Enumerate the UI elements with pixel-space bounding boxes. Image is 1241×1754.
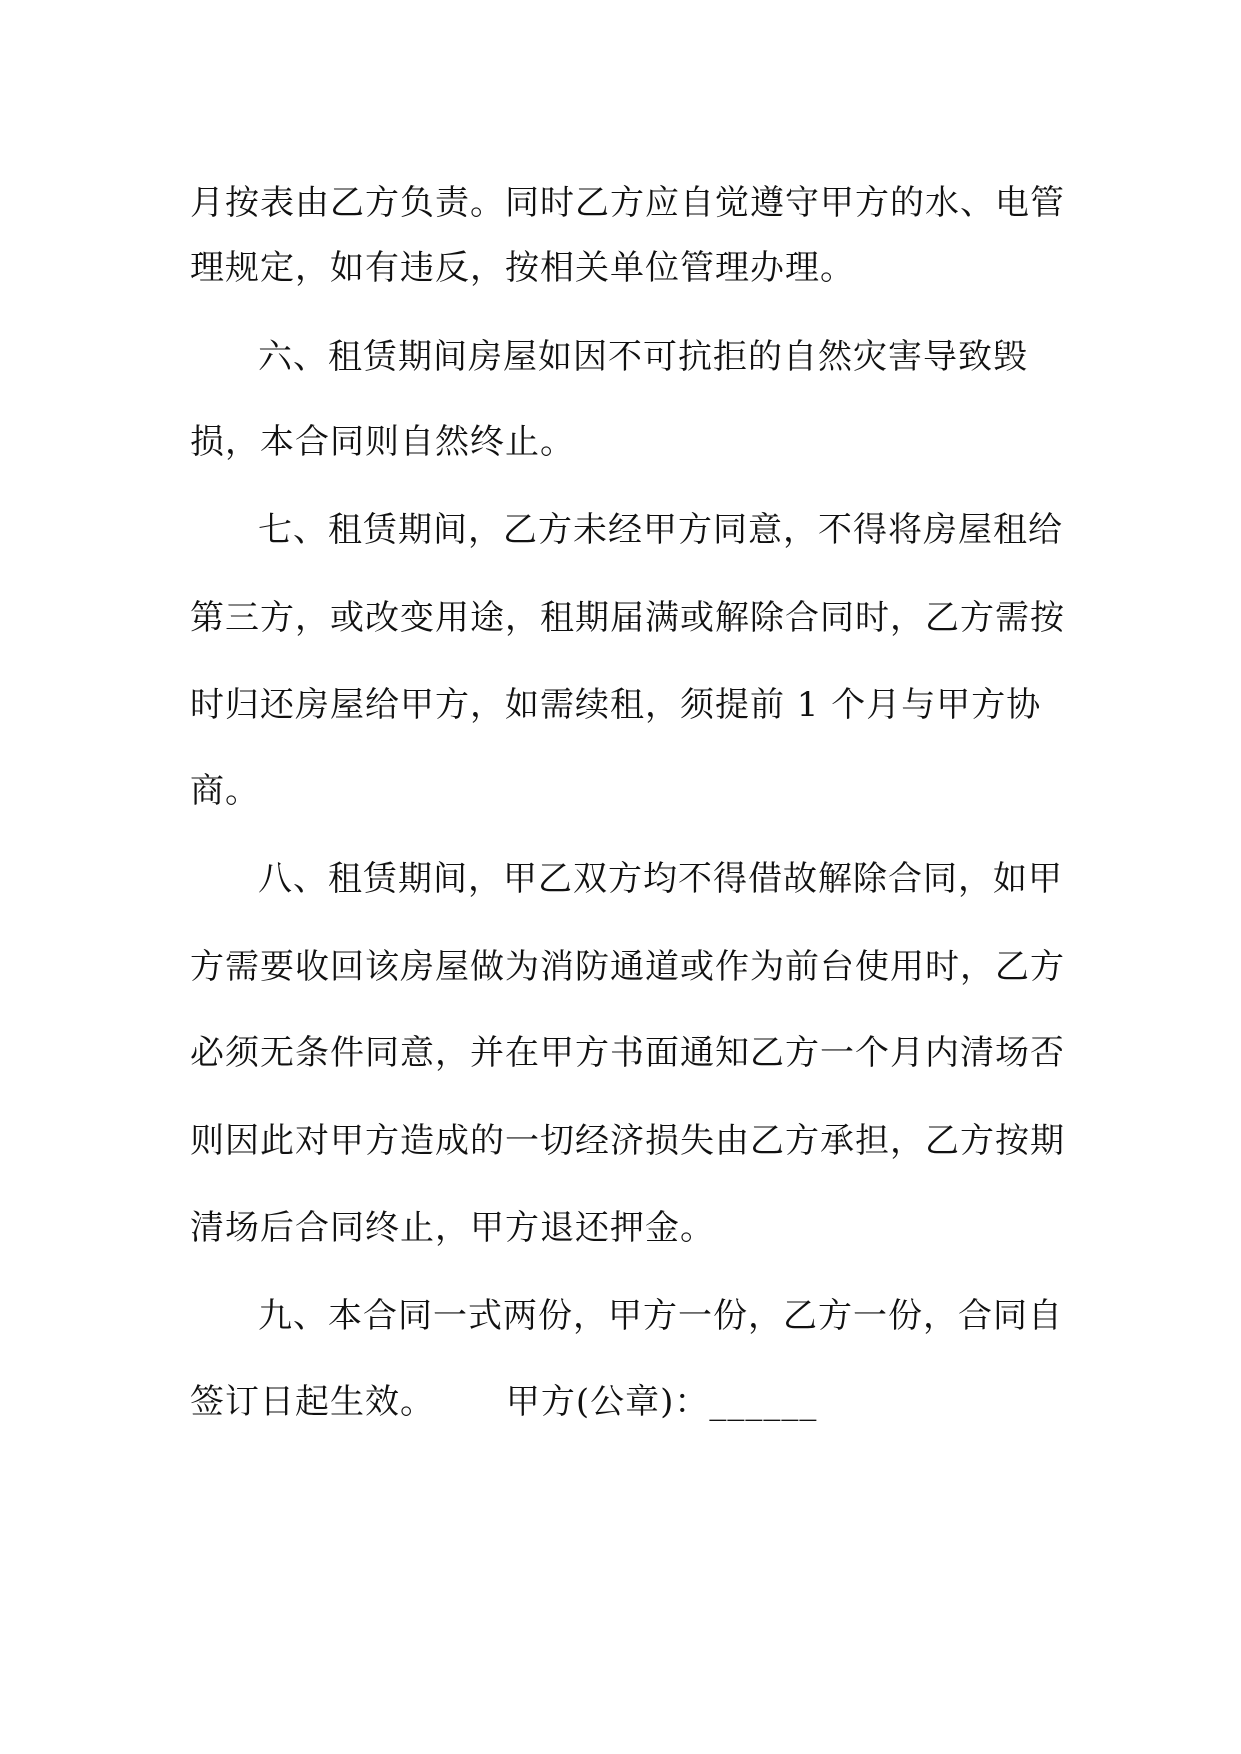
text-line: 商。 <box>190 771 260 811</box>
paragraph-6-line: 六、租赁期间房屋如因不可抗拒的自然灾害导致毁 <box>258 337 1028 377</box>
text-line: 必须无条件同意，并在甲方书面通知乙方一个月内清场否 <box>190 1033 1065 1073</box>
text-line: 月按表由乙方负责。同时乙方应自觉遵守甲方的水、电管 <box>190 183 1065 223</box>
text-line: 理规定，如有违反，按相关单位管理办理。 <box>190 248 855 288</box>
text-line: 则因此对甲方造成的一切经济损失由乙方承担，乙方按期 <box>190 1121 1065 1161</box>
paragraph-8-line: 八、租赁期间，甲乙双方均不得借故解除合同，如甲 <box>258 859 1063 899</box>
paragraph-7-line: 七、租赁期间，乙方未经甲方同意，不得将房屋租给 <box>258 510 1063 550</box>
paragraph-9-line: 九、本合同一式两份，甲方一份，乙方一份，合同自 <box>258 1296 1063 1336</box>
text-line: 方需要收回该房屋做为消防通道或作为前台使用时，乙方 <box>190 947 1065 987</box>
text-line: 损，本合同则自然终止。 <box>190 422 575 462</box>
text-line: 清场后合同终止，甲方退还押金。 <box>190 1208 715 1248</box>
text-line: 时归还房屋给甲方，如需续租，须提前 1 个月与甲方协 <box>190 685 1042 725</box>
text-line: 第三方，或改变用途，租期届满或解除合同时，乙方需按 <box>190 598 1065 638</box>
signature-line: 签订日起生效。 甲方(公章)：______ <box>190 1382 818 1422</box>
